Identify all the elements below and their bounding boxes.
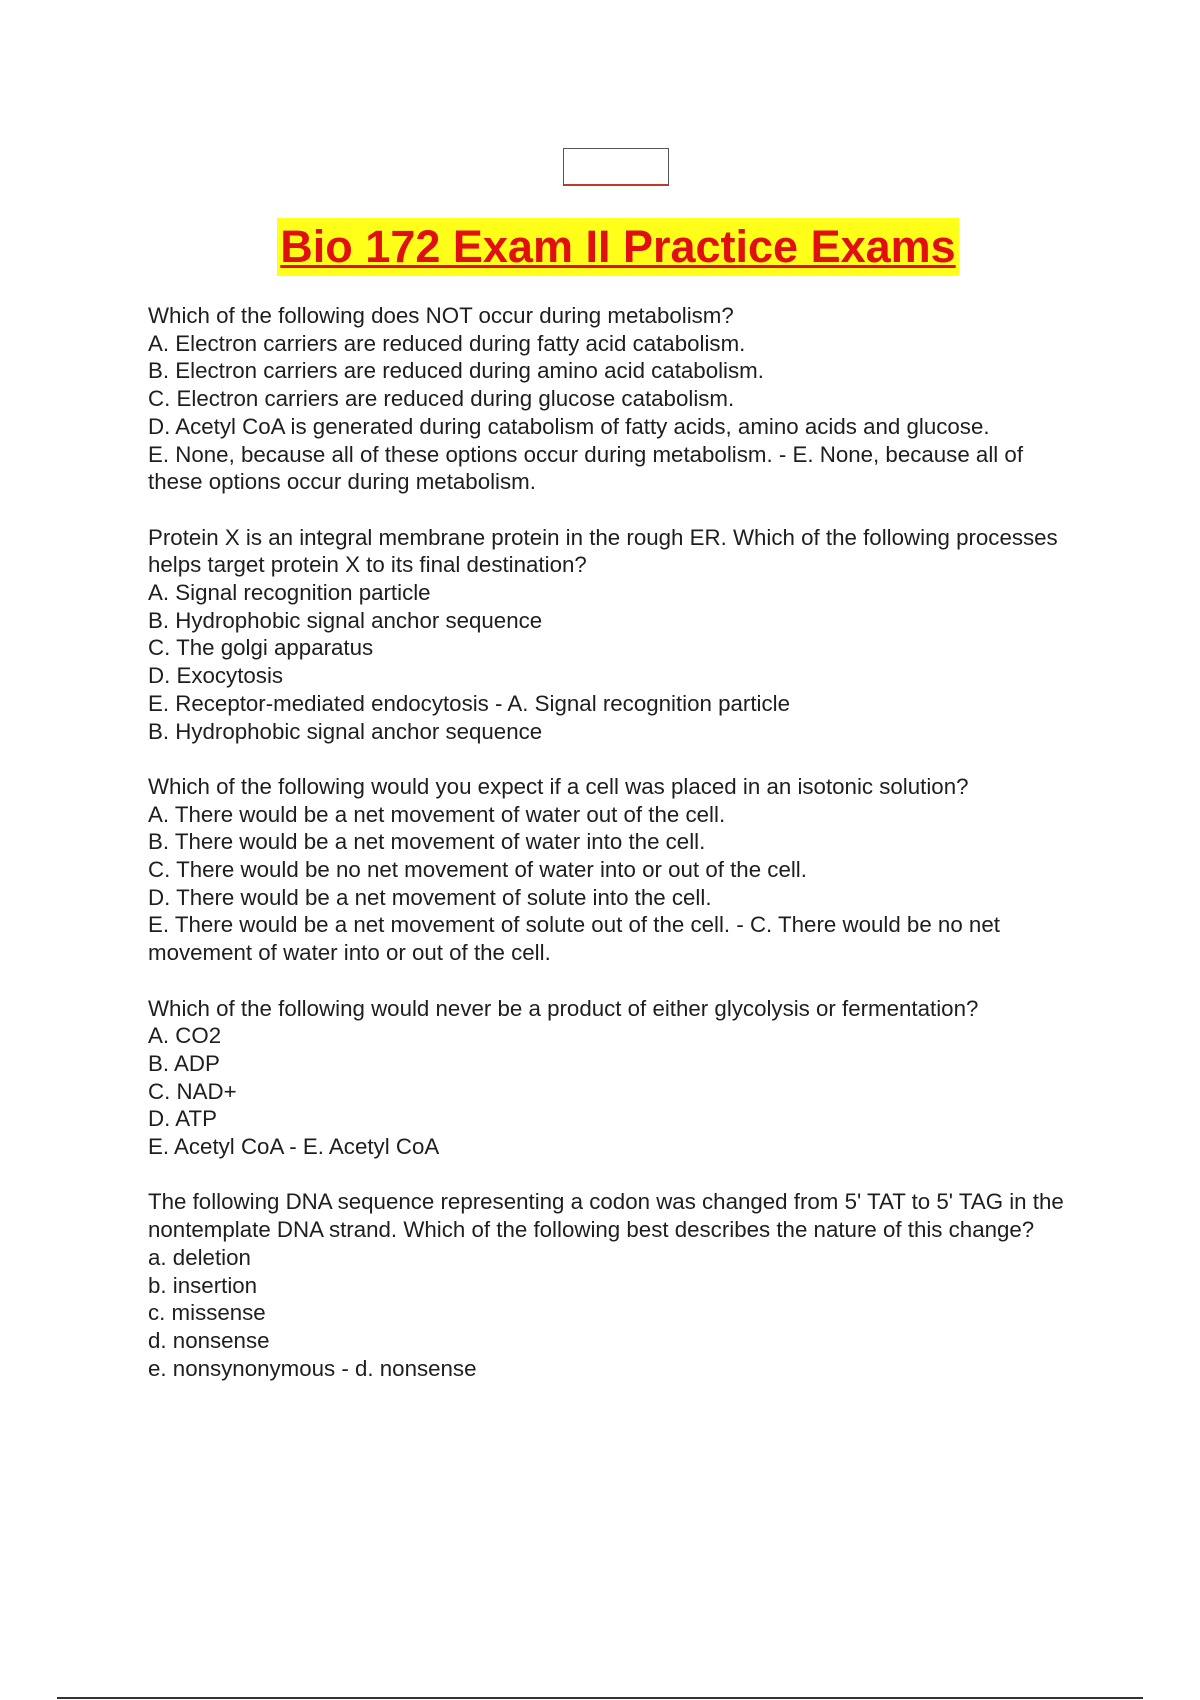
answer-option: A. CO2: [148, 1023, 222, 1049]
question-4: [148, 995, 1083, 1161]
answer-option: A. Electron carriers are reduced during fatty acid catabolism.: [148, 330, 746, 356]
document-title: Bio 172 Exam II Practice Exams: [277, 218, 958, 276]
answer-option: b. insertion: [148, 1272, 258, 1298]
question-text: Which of the following would never be a product of either glycolysis or fermentation?: [148, 995, 979, 1021]
questions-list: [148, 302, 1083, 1410]
answer-key-continuation: B. Hydrophobic signal anchor sequence: [148, 718, 543, 744]
answer-option-with-key: e. nonsynonymous - d. nonsense: [148, 1355, 477, 1381]
answer-option: C. There would be no net movement of water into or out of the cell.: [148, 857, 807, 883]
empty-header-box: [563, 148, 669, 186]
answer-option: D. ATP: [148, 1106, 217, 1132]
answer-option-with-key: E. There would be a net movement of solute out of the cell. - C. There would be no net movement of water into or out of the cell.: [148, 912, 1000, 966]
question-5: [148, 1188, 1083, 1382]
question-text: The following DNA sequence representing a codon was changed from 5' TAT to 5' TAG in the nontemplate DNA strand. Which of the following best describes the nature of this change?: [148, 1189, 1064, 1243]
answer-option: C. NAD+: [148, 1078, 237, 1104]
answer-option: C. Electron carriers are reduced during glucose catabolism.: [148, 386, 735, 412]
answer-option: a. deletion: [148, 1244, 251, 1270]
answer-option: A. There would be a net movement of water out of the cell.: [148, 801, 726, 827]
answer-option: D. Exocytosis: [148, 663, 284, 689]
answer-option: B. Electron carriers are reduced during amino acid catabolism.: [148, 358, 764, 384]
answer-option-with-key: E. None, because all of these options occur during metabolism. - E. None, because all of these options occur during metabolism.: [148, 441, 1024, 495]
title-container: [0, 218, 1200, 276]
answer-option-with-key: E. Acetyl CoA - E. Acetyl CoA: [148, 1134, 440, 1160]
question-3: [148, 773, 1083, 967]
question-text: Which of the following would you expect if a cell was placed in an isotonic solution?: [148, 773, 969, 799]
answer-option: C. The golgi apparatus: [148, 635, 374, 661]
question-text: Which of the following does NOT occur during metabolism?: [148, 303, 734, 328]
question-1: [148, 302, 1083, 496]
answer-option: A. Signal recognition particle: [148, 580, 431, 606]
answer-option: D. There would be a net movement of solute into the cell.: [148, 884, 712, 910]
bottom-divider: [57, 1697, 1143, 1699]
answer-option: d. nonsense: [148, 1327, 270, 1353]
question-2: [148, 524, 1083, 746]
answer-option: D. Acetyl CoA is generated during catabolism of fatty acids, amino acids and glucose.: [148, 413, 990, 439]
answer-option-with-key: E. Receptor-mediated endocytosis - A. Signal recognition particle: [148, 690, 790, 716]
answer-option: B. There would be a net movement of water into the cell.: [148, 829, 706, 855]
answer-option: c. missense: [148, 1300, 266, 1326]
answer-option: B. ADP: [148, 1050, 220, 1076]
question-text: Protein X is an integral membrane protein in the rough ER. Which of the following processes helps target protein X to its final destination?: [148, 524, 1058, 578]
answer-option: B. Hydrophobic signal anchor sequence: [148, 607, 543, 633]
